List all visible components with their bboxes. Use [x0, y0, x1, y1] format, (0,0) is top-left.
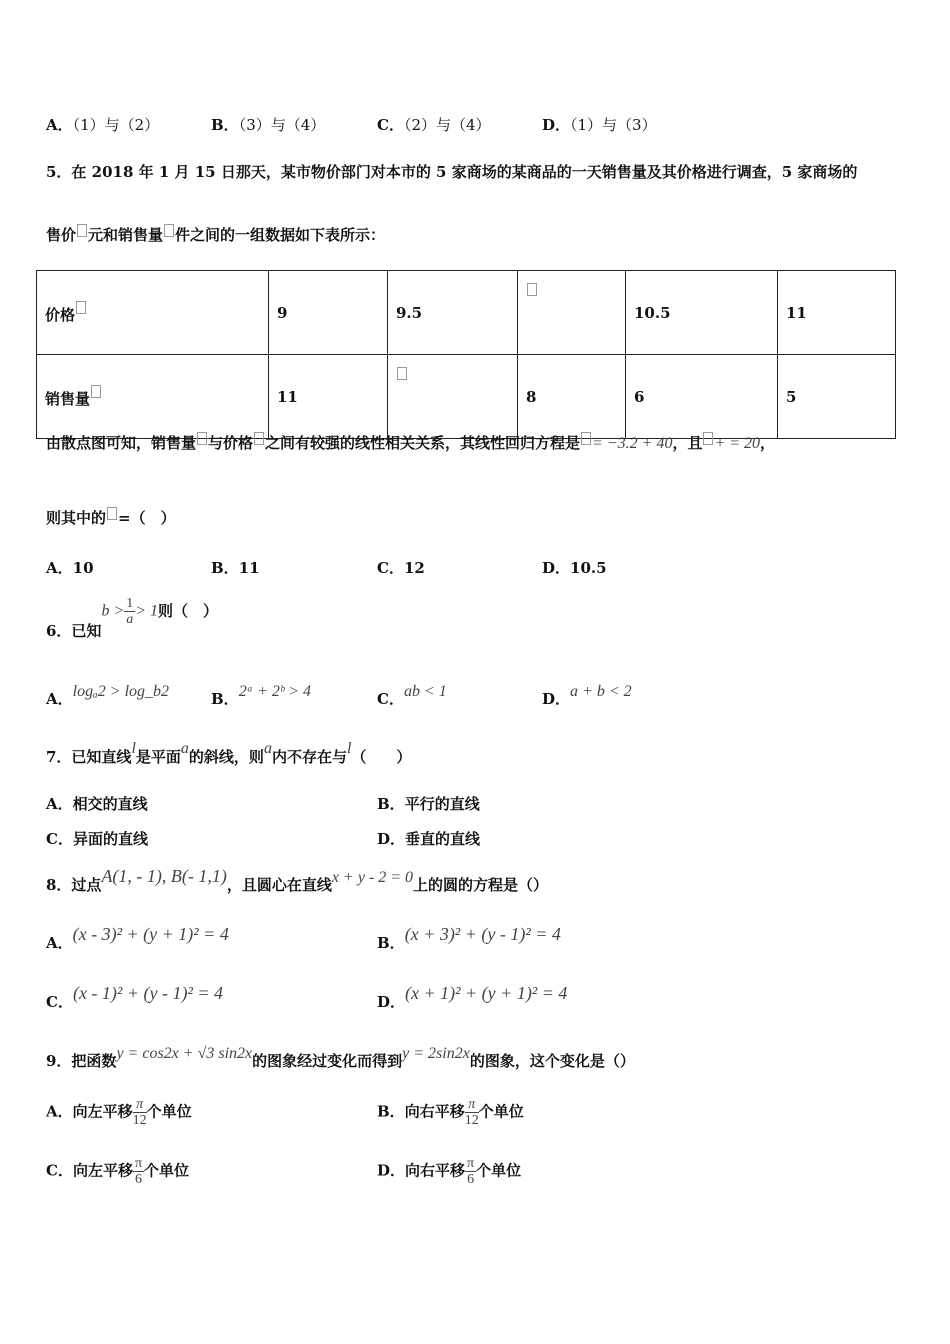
- placeholder-glyph: [76, 301, 86, 314]
- table-cell: 11: [269, 355, 388, 439]
- regression-equation: = −3.2 + 40: [592, 435, 673, 452]
- placeholder-glyph: [703, 432, 713, 445]
- plane-symbol: a: [263, 740, 272, 757]
- q7-option-a: A．相交的直线: [46, 795, 148, 813]
- q5-text: 由散点图可知，销售量: [46, 434, 197, 452]
- q5-text: 元和销售量: [88, 226, 164, 244]
- q5-stem-line3: [46, 432, 775, 453]
- placeholder-glyph: [197, 432, 207, 445]
- q8-option-b: B．(x + 3)² + (y - 1)² = 4: [377, 924, 561, 952]
- q8-option-c: C．(x - 1)² + (y - 1)² = 4: [46, 983, 223, 1011]
- q8-stem: [46, 866, 549, 894]
- q9-option-d: D．向右平移 $\frac{\pi}{6}$ 个单位: [377, 1156, 522, 1187]
- q6-text: 则（ ）: [158, 601, 219, 620]
- q8-text: 8．过点: [46, 876, 102, 894]
- q7-option-b: B．平行的直线: [377, 795, 480, 813]
- q4-option-c: [377, 114, 491, 135]
- q9-text: 的图象经过变化而得到: [252, 1052, 403, 1070]
- q5-stem-line1: 5．在 2018 年 1 月 15 日那天，某市物价部门对本市的 5 家商场的某商品的一天销售量及其价格进行调查，5 家商场的: [46, 163, 858, 181]
- placeholder-glyph: [77, 224, 87, 237]
- q5-option-c: C．12: [377, 559, 425, 577]
- q5-text: ，: [760, 434, 776, 452]
- q8-points: A(1, - 1), B(- 1,1): [101, 866, 227, 886]
- q6-option-d: D．a + b < 2: [542, 683, 632, 708]
- q5-text: 之间有较强的线性相关关系，其线性回归方程是: [265, 434, 581, 452]
- table-row: [37, 271, 896, 355]
- q8-text: ，且圆心在直线: [226, 876, 332, 894]
- q4-option-b: [211, 114, 325, 135]
- option-text: （1）与（2）: [72, 116, 160, 134]
- table-cell: 10.5: [626, 271, 778, 355]
- placeholder-glyph: [107, 507, 117, 520]
- q9-option-c: C．向左平移 $\frac{\pi}{6}$ 个单位: [46, 1156, 190, 1187]
- line-symbol: l: [346, 740, 352, 757]
- option-text: （2）与（4）: [403, 116, 491, 134]
- table-row-label: 价格: [37, 271, 269, 355]
- q7-text: 是平面: [135, 748, 181, 766]
- fraction: $\frac{\pi}{12}$: [464, 1097, 479, 1128]
- table-cell: 6: [626, 355, 778, 439]
- option-letter: B．: [211, 116, 239, 134]
- table-row-label: 销售量: [37, 355, 269, 439]
- q9-option-a: A．向左平移 $\frac{\pi}{12}$ 个单位: [46, 1097, 192, 1128]
- q8-text: 上的圆的方程是（）: [413, 876, 549, 894]
- q6-option-b: B．2ᵃ + 2ᵇ > 4: [211, 683, 311, 708]
- q9-function-target: y = 2sin2x: [402, 1045, 470, 1062]
- table-cell: 5: [778, 355, 896, 439]
- table-row: [37, 355, 896, 439]
- q4-option-a: [46, 114, 159, 135]
- q7-option-c: C．异面的直线: [46, 830, 148, 848]
- q5-text: 售价: [46, 226, 77, 244]
- placeholder-glyph: [164, 224, 174, 237]
- q5-text: 件之间的一组数据如下表所示：: [175, 226, 386, 244]
- fraction: $\frac{\pi}{6}$: [134, 1156, 143, 1187]
- fraction: $\frac{\pi}{6}$: [467, 1156, 475, 1187]
- q9-text: 9．把函数: [46, 1052, 117, 1070]
- table-cell: 9: [269, 271, 388, 355]
- q6-condition: > 1: [135, 602, 159, 620]
- q8-option-d: D．(x + 1)² + (y + 1)² = 4: [377, 983, 568, 1011]
- q5-stem-line4: [46, 507, 176, 528]
- q8-line-equation: x + y - 2 = 0: [331, 869, 414, 886]
- q9-text: 的图象，这个变化是（）: [469, 1052, 635, 1070]
- q5-text: 与价格: [208, 434, 254, 452]
- q9-stem: [46, 1042, 635, 1070]
- table-cell: 9.5: [388, 271, 518, 355]
- table-cell: 11: [778, 271, 896, 355]
- table-cell: [388, 355, 518, 439]
- q6-stem: [46, 596, 219, 640]
- q9-function-original: y = cos2x + √3 sin2x: [116, 1045, 253, 1062]
- q5-option-b: B．11: [211, 559, 260, 577]
- q7-text: 内不存在与: [271, 748, 347, 766]
- plane-symbol: a: [180, 740, 189, 757]
- sum-equation: + = 20: [714, 435, 761, 452]
- option-letter: C．: [377, 116, 404, 134]
- placeholder-glyph: [527, 283, 537, 296]
- q6-option-c: C．ab < 1: [377, 683, 447, 708]
- table-cell: [518, 271, 626, 355]
- fraction: $\frac{1}{a}$: [126, 596, 134, 627]
- q6-condition: b >: [101, 602, 125, 620]
- line-symbol: l: [131, 740, 136, 757]
- placeholder-glyph: [91, 385, 101, 398]
- q7-option-d: D．垂直的直线: [377, 830, 481, 848]
- q7-stem: [46, 740, 412, 767]
- q4-option-d: [542, 114, 657, 135]
- q6-option-a: A．logₐ2 > log_b2: [46, 683, 170, 708]
- q5-text: 则其中的: [46, 509, 107, 527]
- q9-option-b: B．向右平移 $\frac{\pi}{12}$ 个单位: [377, 1097, 524, 1128]
- table-cell: 8: [518, 355, 626, 439]
- q6-text: 6．已知: [46, 621, 102, 640]
- placeholder-glyph: [254, 432, 264, 445]
- option-letter: A．: [46, 116, 73, 134]
- q7-text: （ ）: [351, 748, 412, 766]
- placeholder-glyph: [581, 432, 591, 445]
- q5-option-d: D．10.5: [542, 559, 607, 577]
- q7-text: 的斜线，则: [188, 748, 264, 766]
- placeholder-glyph: [397, 367, 407, 380]
- option-letter: D．: [542, 116, 571, 134]
- q5-text: ，且: [672, 434, 703, 452]
- price-sales-table: [36, 270, 896, 439]
- fraction: $\frac{\pi}{12}$: [132, 1097, 147, 1128]
- q5-text: =（ ）: [118, 509, 176, 527]
- q8-option-a: A．(x - 3)² + (y + 1)² = 4: [46, 924, 229, 952]
- option-text: （3）与（4）: [238, 116, 326, 134]
- q7-text: 7．已知直线: [46, 748, 132, 766]
- q5-option-a: A．10: [46, 559, 94, 577]
- option-text: （1）与（3）: [570, 116, 657, 134]
- q5-stem-line2: [46, 224, 385, 245]
